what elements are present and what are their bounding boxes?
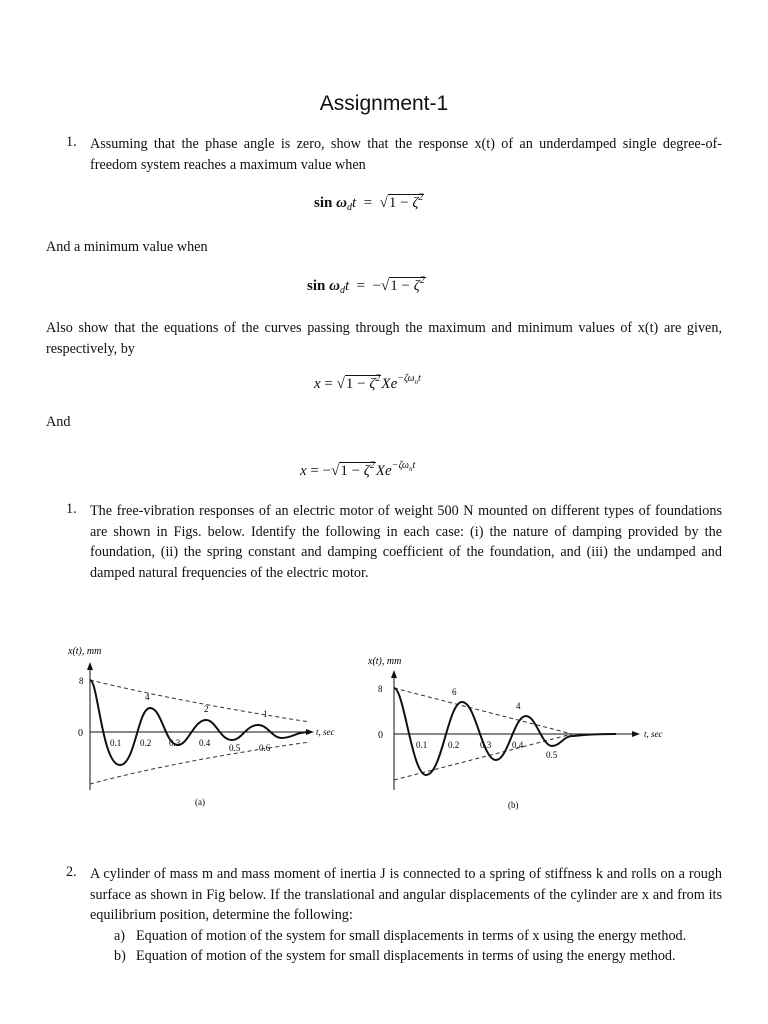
figure-a-xlabel: t, sec <box>316 727 335 737</box>
min-intro-text: And a minimum value when <box>46 239 208 255</box>
question-1-number: 1. <box>66 134 77 150</box>
figure-b-x-01: 0.1 <box>416 740 428 750</box>
figure-a-origin: 0 <box>78 728 83 739</box>
page-title: Assignment-1 <box>319 92 449 115</box>
figure-b <box>360 650 680 820</box>
figure-a-x-05: 0.5 <box>229 743 241 753</box>
figure-a-x-06: 0.6 <box>259 743 271 753</box>
question-2-number: 1. <box>66 501 77 517</box>
figure-a-caption: (a) <box>195 797 205 807</box>
figure-b-y-8: 8 <box>378 684 383 694</box>
equation-curve-min: $x = -√1 - \zeta^2Xe^{-\zeta\omega_nt}$ <box>300 460 416 479</box>
sub-item-a-text: Equation of motion of the system for small displacements in terms of x using the energy method. <box>136 928 687 944</box>
figure-b-y-4: 4 <box>516 701 521 711</box>
figure-a-y-1: 1 <box>263 709 268 719</box>
figure-b-xlabel: t, sec <box>644 729 663 739</box>
figure-a <box>60 640 350 820</box>
figure-b-x-03: 0.3 <box>480 740 492 750</box>
figure-a-x-01: 0.1 <box>110 738 122 748</box>
sub-item-a-label: a) <box>114 928 126 944</box>
figure-b-x-02: 0.2 <box>448 740 460 750</box>
figure-b-caption: (b) <box>508 800 519 810</box>
question-1-text: Assuming that the phase angle is zero, show that the response x(t) of an underdamped single degree-of-freedom system reaches a maximum value when <box>90 136 722 173</box>
figure-a-ylabel: x(t), mm <box>68 646 102 657</box>
figure-a-x-04: 0.4 <box>199 738 211 748</box>
sub-item-b-label: b) <box>114 948 126 964</box>
figure-a-y-2: 2 <box>204 704 209 714</box>
and-text: And <box>46 414 71 430</box>
figure-b-x-04: 0.4 <box>512 740 524 750</box>
figure-a-y-4: 4 <box>145 692 150 702</box>
question-3-number: 2. <box>66 864 77 880</box>
figure-b-y-6: 6 <box>452 687 457 697</box>
figure-a-y-8: 8 <box>79 676 84 686</box>
question-3-text: A cylinder of mass m and mass moment of inertia J is connected to a spring of stiffness k and rolls on a rough surface as shown in Fig below. If the translational and angular displacements of the cylinder are x and from its equilibrium position, determine the following: <box>90 866 722 923</box>
equation-max: $\sin \omega_dt = √1 - \zeta^2$ <box>314 192 424 213</box>
sub-item-b-text: Equation of motion of the system for small displacements in terms of using the energy method. <box>136 948 676 964</box>
figure-b-origin: 0 <box>378 730 383 741</box>
equation-curve-max: $x = √1 - \zeta^2Xe^{-\zeta\omega_nt}$ <box>314 373 421 392</box>
figure-b-ylabel: x(t), mm <box>368 656 402 667</box>
figure-b-x-05: 0.5 <box>546 750 558 760</box>
figure-a-x-03: 0.3 <box>169 738 181 748</box>
figure-a-x-02: 0.2 <box>140 738 152 748</box>
curves-intro-text: Also show that the equations of the curves passing through the maximum and minimum values of x(t) are given, respectively, by <box>46 320 722 357</box>
question-2-text: The free-vibration responses of an electric motor of weight 500 N mounted on different types of foundations are shown in Figs. below. Identify the following in each case: (i) the nature of damping provided by the foundation, (ii) the spring constant and damping coefficient of the foundation, and (iii) the undamped and damped natural frequencies of the electric motor. <box>90 503 722 581</box>
equation-min: $\sin \omega_dt = -√1 - \zeta^2$ <box>307 275 425 296</box>
